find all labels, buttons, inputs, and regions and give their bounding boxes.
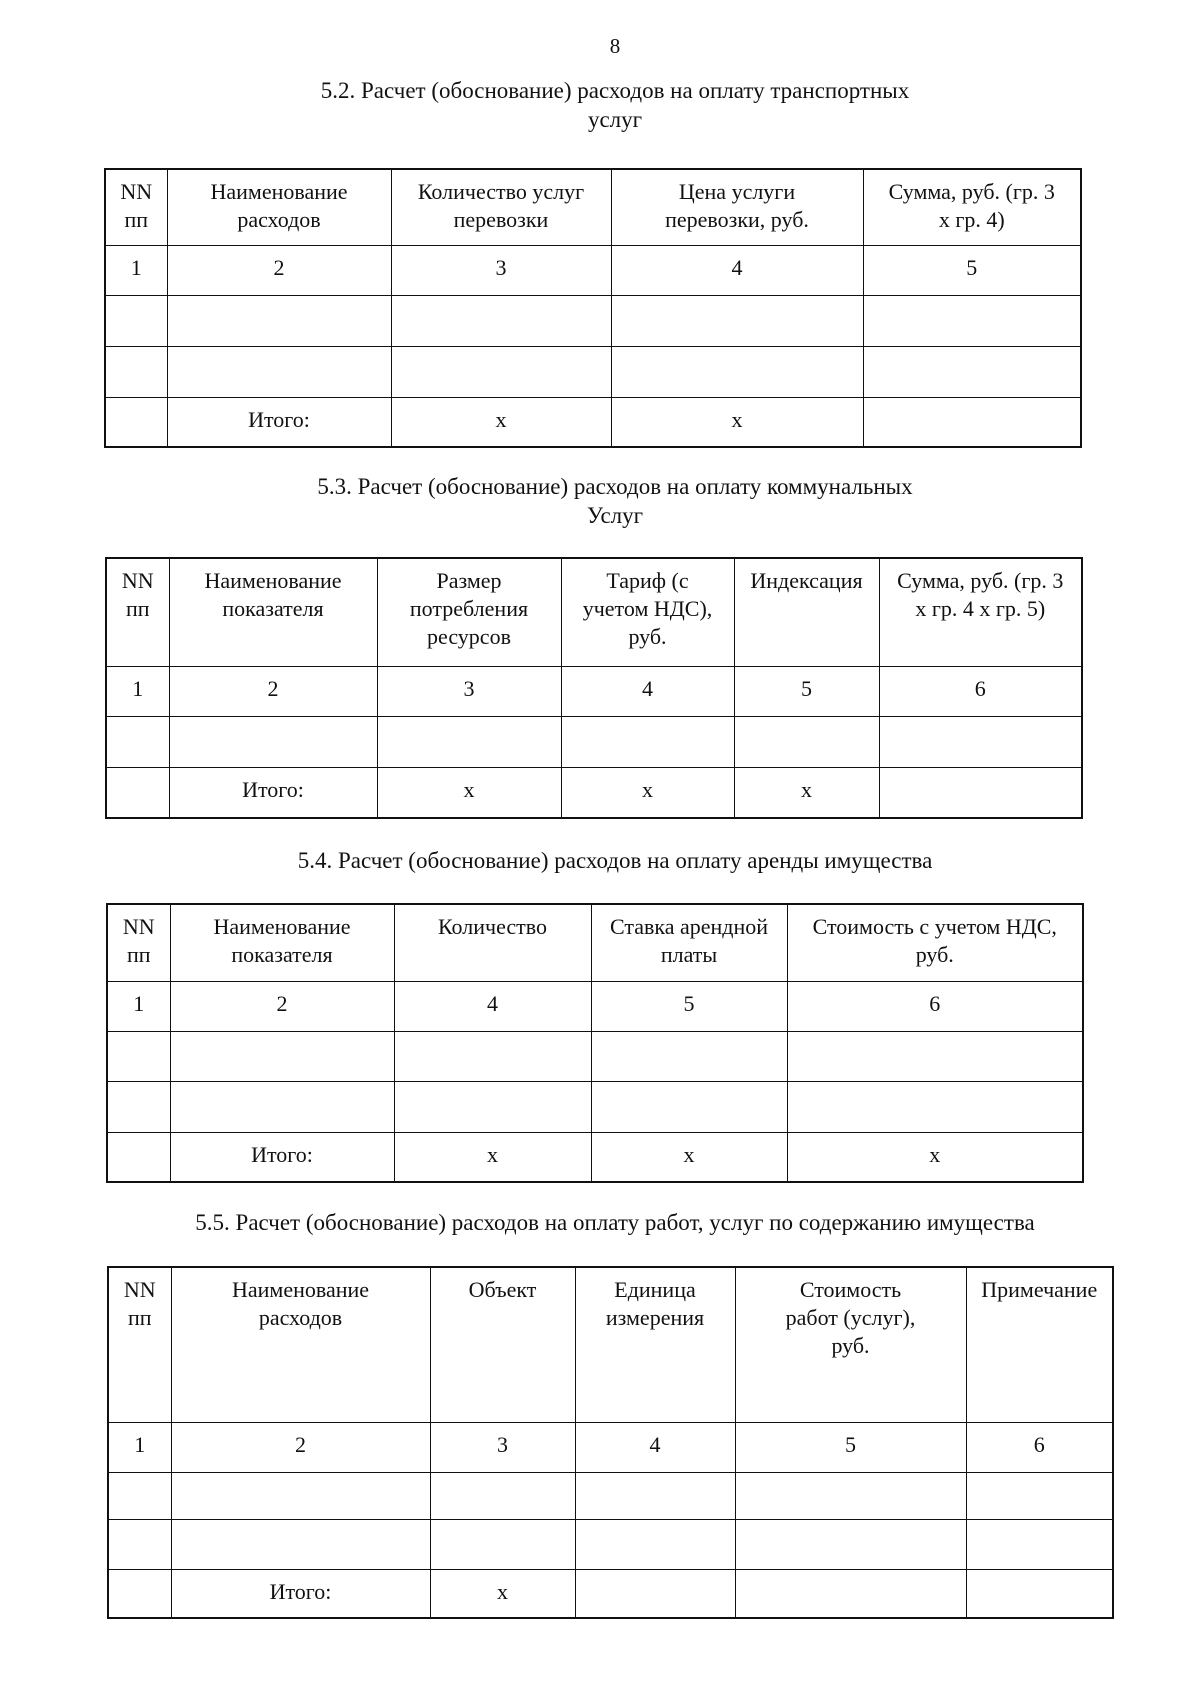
table-property-rent xyxy=(106,903,1084,1183)
total-row xyxy=(108,1569,1113,1618)
section-title-5-5: 5.5. Расчет (обоснование) расходов на оплату работ, услуг по содержанию имущества xyxy=(195,1210,1035,1235)
total-row xyxy=(105,397,1081,447)
empty-cell xyxy=(575,1519,735,1569)
header-cell: Ставка арендной платы xyxy=(591,904,787,981)
total-cell: х xyxy=(734,767,879,818)
header-cell: Тариф (с учетом НДС), руб. xyxy=(561,558,734,666)
total-cell xyxy=(879,767,1082,818)
column-number-cell: 4 xyxy=(575,1422,735,1472)
empty-cell xyxy=(105,295,167,346)
empty-cell xyxy=(171,1472,430,1519)
empty-cell xyxy=(377,716,561,767)
empty-cell xyxy=(735,1519,966,1569)
empty-cell xyxy=(167,346,391,397)
empty-cell xyxy=(105,346,167,397)
header-cell: Наименование расходов xyxy=(167,169,391,245)
header-cell: Размер потребления ресурсов xyxy=(377,558,561,666)
total-cell xyxy=(106,767,169,818)
column-number-cell: 5 xyxy=(863,245,1081,295)
total-cell xyxy=(105,397,167,447)
empty-row xyxy=(105,295,1081,346)
column-number-cell: 5 xyxy=(734,666,879,716)
empty-cell xyxy=(591,1031,787,1081)
empty-cell xyxy=(430,1472,575,1519)
total-cell: х xyxy=(561,767,734,818)
empty-cell xyxy=(611,295,863,346)
total-cell xyxy=(735,1569,966,1618)
header-cell: Наименование показателя xyxy=(170,904,394,981)
empty-row xyxy=(106,716,1082,767)
header-row xyxy=(105,169,1081,245)
total-cell xyxy=(863,397,1081,447)
total-cell: х xyxy=(611,397,863,447)
table-property-maintenance xyxy=(107,1266,1114,1619)
column-number-cell: 1 xyxy=(107,981,170,1031)
column-number-cell: 2 xyxy=(170,981,394,1031)
total-cell: Итого: xyxy=(167,397,391,447)
total-cell: х xyxy=(394,1132,591,1182)
column-number-cell: 4 xyxy=(561,666,734,716)
header-cell: Стоимость работ (услуг), руб. xyxy=(735,1267,966,1422)
total-cell: Итого: xyxy=(170,1132,394,1182)
column-number-cell: 2 xyxy=(169,666,377,716)
total-cell: Итого: xyxy=(171,1569,430,1618)
empty-row xyxy=(105,346,1081,397)
empty-cell xyxy=(430,1519,575,1569)
empty-cell xyxy=(391,295,611,346)
total-cell: х xyxy=(391,397,611,447)
total-cell xyxy=(107,1132,170,1182)
header-cell: Сумма, руб. (гр. 3 х гр. 4) xyxy=(863,169,1081,245)
total-row xyxy=(106,767,1082,818)
section-title-5-3: 5.3. Расчет (обоснование) расходов на оплату коммунальных Услуг xyxy=(317,474,913,528)
header-cell: Индексация xyxy=(734,558,879,666)
column-number-cell: 1 xyxy=(108,1422,171,1472)
header-cell: Наименование показателя xyxy=(169,558,377,666)
column-number-cell: 1 xyxy=(106,666,169,716)
total-cell: х xyxy=(377,767,561,818)
empty-cell xyxy=(394,1031,591,1081)
column-number-row xyxy=(106,666,1082,716)
empty-row xyxy=(108,1472,1113,1519)
column-number-cell: 3 xyxy=(391,245,611,295)
empty-cell xyxy=(863,295,1081,346)
column-number-cell: 2 xyxy=(167,245,391,295)
empty-row xyxy=(107,1031,1083,1081)
empty-cell xyxy=(561,716,734,767)
column-number-cell: 5 xyxy=(591,981,787,1031)
header-cell: Цена услуги перевозки, руб. xyxy=(611,169,863,245)
empty-cell xyxy=(611,346,863,397)
empty-cell xyxy=(879,716,1082,767)
empty-cell xyxy=(787,1031,1083,1081)
column-number-cell: 2 xyxy=(171,1422,430,1472)
total-cell xyxy=(108,1569,171,1618)
empty-cell xyxy=(394,1081,591,1132)
header-cell: Количество xyxy=(394,904,591,981)
header-cell: NN пп xyxy=(105,169,167,245)
column-number-cell: 3 xyxy=(377,666,561,716)
column-number-cell: 6 xyxy=(787,981,1083,1031)
header-cell: NN пп xyxy=(108,1267,171,1422)
column-number-row xyxy=(108,1422,1113,1472)
empty-cell xyxy=(966,1519,1113,1569)
empty-cell xyxy=(575,1472,735,1519)
empty-row xyxy=(108,1519,1113,1569)
header-row xyxy=(108,1267,1113,1422)
header-cell: Количество услуг перевозки xyxy=(391,169,611,245)
header-cell: Единица измерения xyxy=(575,1267,735,1422)
empty-cell xyxy=(591,1081,787,1132)
empty-cell xyxy=(735,1472,966,1519)
empty-cell xyxy=(170,1081,394,1132)
total-cell: Итого: xyxy=(169,767,377,818)
column-number-cell: 4 xyxy=(611,245,863,295)
empty-cell xyxy=(107,1081,170,1132)
column-number-cell: 1 xyxy=(105,245,167,295)
column-number-cell: 6 xyxy=(879,666,1082,716)
column-number-row xyxy=(107,981,1083,1031)
empty-cell xyxy=(108,1472,171,1519)
empty-cell xyxy=(787,1081,1083,1132)
header-cell: Стоимость с учетом НДС, руб. xyxy=(787,904,1083,981)
column-number-row xyxy=(105,245,1081,295)
header-cell: Примечание xyxy=(966,1267,1113,1422)
empty-cell xyxy=(171,1519,430,1569)
header-cell: NN пп xyxy=(107,904,170,981)
column-number-cell: 5 xyxy=(735,1422,966,1472)
total-cell xyxy=(966,1569,1113,1618)
column-number-cell: 4 xyxy=(394,981,591,1031)
empty-row xyxy=(107,1081,1083,1132)
empty-cell xyxy=(391,346,611,397)
page-number: 8 xyxy=(609,34,621,58)
empty-cell xyxy=(734,716,879,767)
header-cell: Наименование расходов xyxy=(171,1267,430,1422)
empty-cell xyxy=(108,1519,171,1569)
section-title-5-4: 5.4. Расчет (обоснование) расходов на оплату аренды имущества xyxy=(297,848,933,873)
empty-cell xyxy=(966,1472,1113,1519)
header-row xyxy=(107,904,1083,981)
header-cell: NN пп xyxy=(106,558,169,666)
column-number-cell: 6 xyxy=(966,1422,1113,1472)
total-cell xyxy=(575,1569,735,1618)
table-utility-services xyxy=(105,557,1083,819)
empty-cell xyxy=(107,1031,170,1081)
header-cell: Объект xyxy=(430,1267,575,1422)
empty-cell xyxy=(106,716,169,767)
total-cell: х xyxy=(787,1132,1083,1182)
empty-cell xyxy=(167,295,391,346)
total-cell: х xyxy=(591,1132,787,1182)
section-title-5-2: 5.2. Расчет (обоснование) расходов на оплату транспортных услуг xyxy=(320,78,910,132)
column-number-cell: 3 xyxy=(430,1422,575,1472)
table-transport-services xyxy=(104,168,1082,448)
total-cell: х xyxy=(430,1569,575,1618)
header-cell: Сумма, руб. (гр. 3 х гр. 4 х гр. 5) xyxy=(879,558,1082,666)
empty-cell xyxy=(169,716,377,767)
empty-cell xyxy=(170,1031,394,1081)
header-row xyxy=(106,558,1082,666)
total-row xyxy=(107,1132,1083,1182)
empty-cell xyxy=(863,346,1081,397)
